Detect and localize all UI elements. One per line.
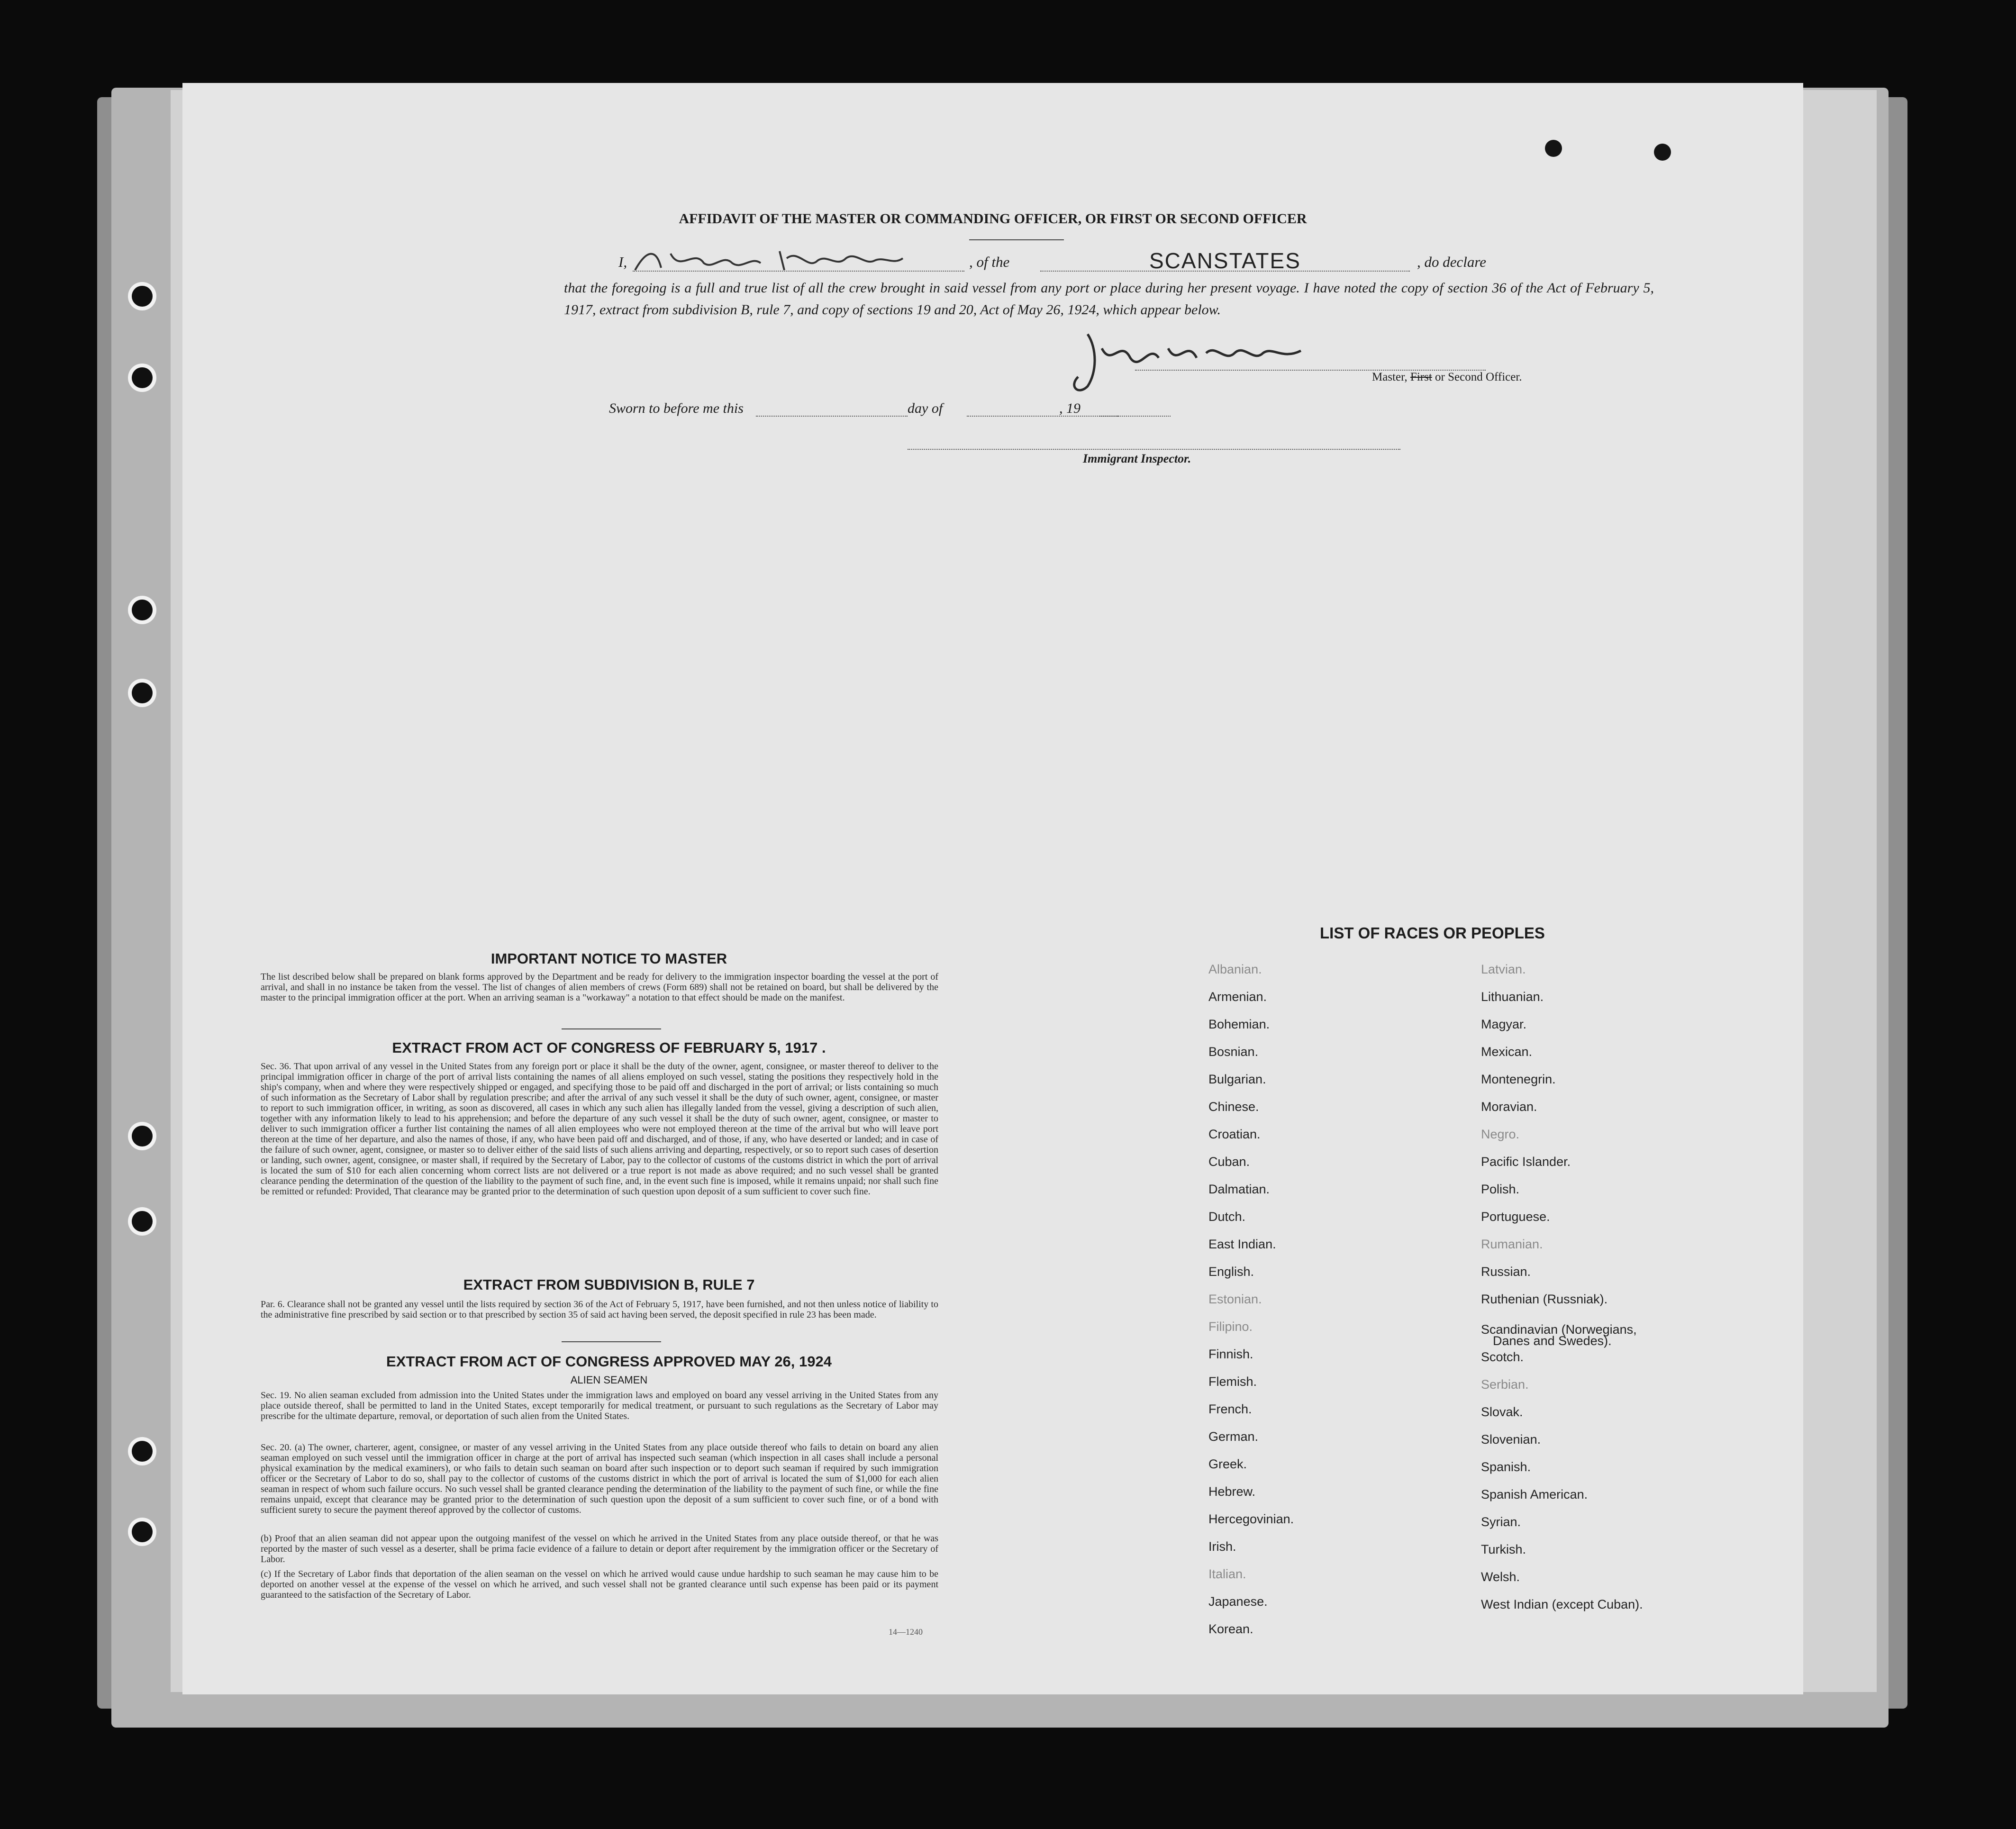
inspector-signature-line[interactable] xyxy=(908,449,1400,450)
act-1917-title: EXTRACT FROM ACT OF CONGRESS OF FEBRUARY 5, 1917 . xyxy=(392,1039,826,1056)
race-item: Pacific Islander. xyxy=(1481,1155,1571,1169)
race-item: Russian. xyxy=(1481,1265,1531,1279)
race-item: Flemish. xyxy=(1208,1374,1257,1389)
race-item: Bosnian. xyxy=(1208,1045,1259,1059)
race-item: Lithuanian. xyxy=(1481,990,1544,1004)
race-item: Negro. xyxy=(1481,1127,1520,1141)
race-item: French. xyxy=(1208,1402,1252,1416)
race-item: Spanish American. xyxy=(1481,1487,1588,1501)
form-number: 14—1240 xyxy=(889,1627,923,1637)
manifest-page xyxy=(182,83,1803,1694)
race-item: Ruthenian (Russniak). xyxy=(1481,1292,1608,1306)
race-item: Montenegrin. xyxy=(1481,1072,1556,1086)
race-item: Welsh. xyxy=(1481,1570,1520,1584)
race-item: Slovenian. xyxy=(1481,1432,1541,1447)
binder-hole xyxy=(132,1126,153,1147)
sworn-line xyxy=(609,400,1225,417)
race-item: Slovak. xyxy=(1481,1405,1523,1419)
struck-label: First xyxy=(1410,371,1432,383)
of-the-text: , of the xyxy=(969,254,1010,270)
race-item: English. xyxy=(1208,1265,1254,1279)
binder-hole xyxy=(132,1521,153,1542)
act-1917-body: Sec. 36. That upon arrival of any vessel in the United States from any foreign port or place it shall be the duty of the owner, agent, consignee, or master thereof to deliver to the principal immigration officer in charge of the port of arrival lists containing the names of all aliens employed on such vessel, stating the positions they respectively hold in the ship's company, when and where they were respectively shipped or engaged, and specifying those to be paid off and discharged in the port of arrival; or lists containing so much of such information as the Secretary of Labor shall by regulation prescribe; and after the arrival of any such vessel it shall be the duty of such owner, agent, consignee, or master to report to such immigration officer, in writing, as soon as discovered, all cases in which any such alien has illegally landed from the vessel, giving a description of such alien, together with any information likely to lead to his apprehension; and before the departure of any such vessel it shall be the duty of such owner, agent, consignee, or master to deliver to such immigration officer a further list containing the names of all alien employees who were not employed thereon at the time of the arrival but who will leave port thereon at the time of her departure, and also the names of those, if any, who have been paid off and discharged, and of those, if any, who have deserted or landed; and in case of the failure of such owner, agent, consignee, or master so to deliver either of the said lists of such aliens arriving and departing, respectively, or so to report such cases of desertion or landing, such owner, agent, consignee, or master shall, if required by the Secretary of Labor, pay to the collector of customs of the customs district in which the port of arrival is located the sum of $10 for each alien concerning whom correct lists are not delivered or a true report is not made as above required; and no such vessel shall be granted clearance pending the determination of the question of the liability to the payment of such fine, and, in the event such fine is imposed, while it remains unpaid; nor shall such fine be remitted or refunded: Provided, That clearance may be granted prior to the determination of such question upon deposit of a sum sufficient to cover such fine. xyxy=(261,1061,938,1197)
act-1924-sec20a: Sec. 20. (a) The owner, charterer, agent, consignee, or master of any vessel arriving in the United States from any place outside thereof who fails to detain on board any alien seaman employed on such vessel until the immigration officer in charge at the port of arrival has inspected such seaman (which inspection in all cases shall include a personal physical examination by the medical examiners), or who fails to detain such seaman on board after such inspection or to deport such seaman if required by such immigration officer or the Secretary of Labor to do so, shall pay to the collector of customs of the customs district in which the port of arrival is located the sum of $1,000 for each alien seaman in respect of whom such failure occurs. No such vessel shall be granted clearance pending the determination of the liability to the payment of such fine, or while the fine remains unpaid, except that clearance may be granted prior to the determination of such question upon the deposit of a sum sufficient to cover such fine, or of a bond with sufficient surety to secure the payment thereof approved by the collector of customs. xyxy=(261,1442,938,1515)
vessel-name[interactable]: SCANSTATES xyxy=(1149,248,1301,273)
race-item: Hercegovinian. xyxy=(1208,1512,1294,1526)
sworn-month-field[interactable] xyxy=(967,416,1118,417)
master-label: Master, xyxy=(1372,371,1408,383)
i-prefix: I, xyxy=(618,254,627,270)
vessel-name-field xyxy=(1040,271,1410,272)
signature-label xyxy=(1372,371,1522,384)
act-1924-sec20b: (b) Proof that an alien seaman did not appear upon the outgoing manifest of the vessel on which he arrived in the United States from any place outside thereof, or that he was reported by the master of such vessel as a deserter, shall be prima facie evidence of a failure to detain or deport after requirement by the immigration officer or the Secretary of Labor. xyxy=(261,1533,938,1565)
race-item: Albanian. xyxy=(1208,962,1262,976)
race-item: Bohemian. xyxy=(1208,1017,1270,1031)
race-item: Armenian. xyxy=(1208,990,1267,1004)
binder-hole xyxy=(132,367,153,388)
race-item: Spanish. xyxy=(1481,1460,1531,1474)
affidavit-title: AFFIDAVIT OF THE MASTER OR COMMANDING OFFICER, OR FIRST OR SECOND OFFICER xyxy=(679,211,1307,227)
punch-mark xyxy=(1654,144,1671,161)
sworn-day-field[interactable] xyxy=(756,416,908,417)
race-item: Scandinavian (Norwegians, xyxy=(1481,1322,1637,1337)
binder-hole xyxy=(132,1211,153,1232)
act-1924-title: EXTRACT FROM ACT OF CONGRESS APPROVED MAY 26, 1924 xyxy=(386,1353,832,1370)
race-item: Latvian. xyxy=(1481,962,1526,976)
act-1924-sec19: Sec. 19. No alien seaman excluded from admission into the United States under the immigration laws and employed on board any vessel arriving in the United States from any place outside thereof, shall be permitted to land in the United States, except temporarily for medical treatment, or pursuant to such regulations as the Secretary of Labor may prescribe for the ultimate departure, removal, or deportation of such alien from the United States. xyxy=(261,1390,938,1421)
race-item: Syrian. xyxy=(1481,1515,1521,1529)
race-item: East Indian. xyxy=(1208,1237,1276,1251)
master-name-signature xyxy=(628,244,931,277)
sworn-day-of: day of xyxy=(908,400,943,416)
race-item: Hebrew. xyxy=(1208,1484,1256,1499)
binder-hole xyxy=(132,286,153,307)
inspector-label: Immigrant Inspector. xyxy=(1083,452,1191,465)
race-item: Dutch. xyxy=(1208,1210,1246,1224)
race-item: Japanese. xyxy=(1208,1594,1268,1609)
race-item: Irish. xyxy=(1208,1539,1236,1554)
notice-body: The list described below shall be prepared on blank forms approved by the Department and be ready for delivery to the immigration inspector boarding the vessel at the port of arrival, and shall in no instance be taken from the vessel. The list of changes of alien members of crews (Form 689) shall not be retained on board, but shall be delivered by the master to the principal immigration officer at the port. When an arriving seaman is a "workaway" a notation to that effect should be made on the manifest. xyxy=(261,972,938,1003)
divider xyxy=(562,1341,661,1342)
race-item: West Indian (except Cuban). xyxy=(1481,1597,1643,1611)
binder-hole xyxy=(132,600,153,620)
binder-hole xyxy=(132,682,153,703)
race-item: Serbian. xyxy=(1481,1377,1529,1392)
races-title: LIST OF RACES OR PEOPLES xyxy=(1320,924,1545,942)
punch-mark xyxy=(1545,140,1562,157)
race-item: Magyar. xyxy=(1481,1017,1527,1031)
act-1924-subtitle: ALIEN SEAMEN xyxy=(570,1374,648,1386)
notice-title: IMPORTANT NOTICE TO MASTER xyxy=(490,950,727,967)
race-item: Filipino. xyxy=(1208,1319,1253,1334)
race-item: Scotch. xyxy=(1481,1350,1524,1364)
race-item: Mexican. xyxy=(1481,1045,1533,1059)
subdivision-b-title: EXTRACT FROM SUBDIVISION B, RULE 7 xyxy=(463,1276,755,1293)
race-item: Finnish. xyxy=(1208,1347,1253,1361)
divider xyxy=(562,1028,661,1029)
sworn-year: , 19 xyxy=(1059,400,1081,416)
race-item: Portuguese. xyxy=(1481,1210,1550,1224)
race-item: Italian. xyxy=(1208,1567,1246,1581)
act-1924-sec20c: (c) If the Secretary of Labor finds that deportation of the alien seaman on the vessel on which he arrived would cause undue hardship to such seaman he may cause him to be deported on another vessel at the expense of the vessel on which he arrived, and such vessel shall not be granted clearance until such expense has been paid or its payment guaranteed to the satisfaction of the Secretary of Labor. xyxy=(261,1569,938,1600)
race-item: Bulgarian. xyxy=(1208,1072,1266,1086)
declaration-body: that the foregoing is a full and true list of all the crew brought in said vessel from any port or place during her present voyage. I have noted the copy of section 36 of the Act of February 5, 1917, extract from subdivision B, rule 7, and copy of sections 19 and 20, Act of May 26, 1924, which appear below. xyxy=(564,280,1654,318)
race-item: Korean. xyxy=(1208,1622,1253,1636)
binder-hole xyxy=(132,1441,153,1462)
race-item: Cuban. xyxy=(1208,1155,1250,1169)
race-item: Croatian. xyxy=(1208,1127,1261,1141)
race-item: Danes and Swedes). xyxy=(1493,1334,1612,1348)
sworn-prefix: Sworn to before me this xyxy=(609,400,744,416)
race-item: Polish. xyxy=(1481,1182,1520,1196)
divider xyxy=(969,239,1064,240)
race-item: Dalmatian. xyxy=(1208,1182,1270,1196)
do-declare-text: , do declare xyxy=(1417,254,1487,270)
officer-label: or Second Officer. xyxy=(1435,371,1522,383)
master-signature xyxy=(1069,329,1315,400)
sworn-year-field[interactable] xyxy=(1099,416,1171,417)
race-item: Moravian. xyxy=(1481,1100,1537,1114)
race-item: Estonian. xyxy=(1208,1292,1262,1306)
race-item: Rumanian. xyxy=(1481,1237,1543,1251)
race-item: Greek. xyxy=(1208,1457,1247,1471)
race-item: German. xyxy=(1208,1429,1259,1444)
race-item: Turkish. xyxy=(1481,1542,1526,1556)
race-item: Chinese. xyxy=(1208,1100,1259,1114)
subdivision-b-body: Par. 6. Clearance shall not be granted any vessel until the lists required by section 36 of the Act of February 5, 1917, have been furnished, and not then unless notice of liability to the administrative fine prescribed by said section or to that prescribed by section 35 of said act having been served, the deposit specified in rule 23 has been made. xyxy=(261,1299,938,1320)
